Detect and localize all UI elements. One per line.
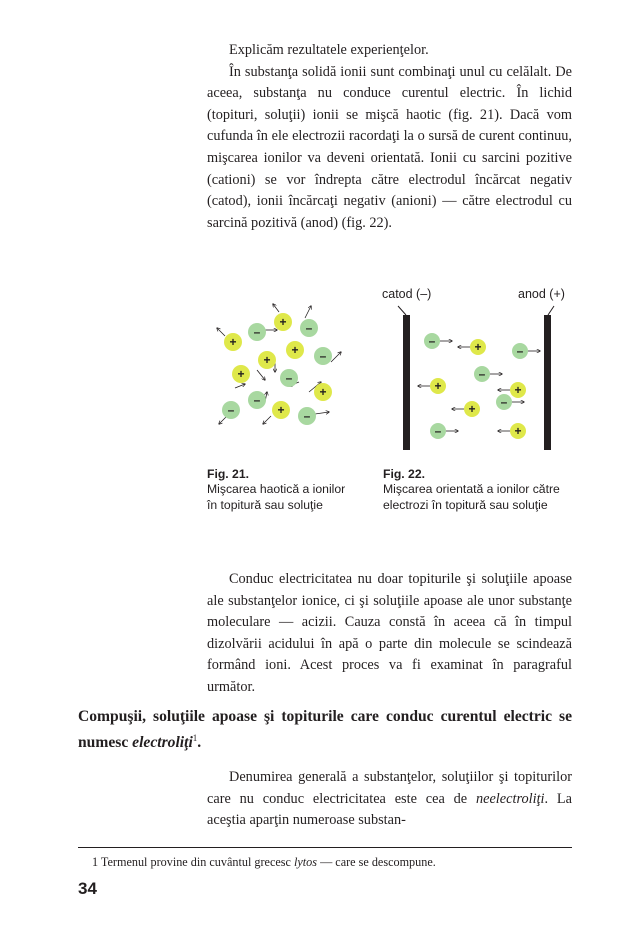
paragraph-3-rest: . La aceştia aparţin numeroase substan- bbox=[207, 790, 572, 829]
svg-text:+: + bbox=[263, 353, 271, 367]
anion-ion bbox=[248, 323, 266, 341]
svg-text:–: – bbox=[500, 395, 508, 409]
svg-text:–: – bbox=[227, 403, 235, 417]
anion-ion bbox=[222, 401, 240, 419]
fig22-caption-title: Fig. 22. bbox=[383, 467, 425, 481]
svg-text:–: – bbox=[285, 371, 293, 385]
anion-ion bbox=[430, 423, 446, 439]
svg-text:+: + bbox=[468, 402, 476, 416]
svg-text:–: – bbox=[428, 334, 436, 348]
fig21-caption-title: Fig. 21. bbox=[207, 467, 249, 481]
anion-ion bbox=[496, 394, 512, 410]
svg-text:+: + bbox=[319, 385, 327, 399]
definition bbox=[78, 706, 572, 753]
fig21-caption-text: Mişcarea haotică a ionilor în topitură sau soluţie bbox=[207, 482, 346, 512]
fig22-caption-text: Mişcarea orientată a ionilor către electrozi în topitură sau soluţie bbox=[383, 482, 560, 512]
fig22-diagram bbox=[370, 280, 580, 455]
svg-text:–: – bbox=[516, 344, 524, 358]
paragraph-3-lead: Denumirea generală a substanţelor, soluţiilor şi topiturilor care nu conduc electricitatea este cea de bbox=[207, 769, 572, 807]
svg-text:+: + bbox=[229, 335, 237, 349]
footnote-word: lytos bbox=[293, 855, 318, 869]
svg-text:+: + bbox=[514, 424, 522, 438]
paragraph-3 bbox=[207, 767, 572, 832]
svg-text:–: – bbox=[305, 321, 313, 335]
intro-paragraph-2: În substanţa solidă ionii sunt combinaţi unul cu celălalt. De aceea, substanţa nu conduce curentul electric. În lichid (topituri, soluţii) ionii se mişcă haotic (fig. 21). Dacă vom cufunda în ele electrozii racordaţi la o sursă de curent continuu, mişcarea ionilor va deveni orientată. Ionii cu sarcini pozitive (cationi) se vor îndrepta către electrodul încărcat negativ (catod), ionii încărcaţi negativ (anioni) — către electrodul cu sarcină pozitivă (anod) (fig. 22). bbox=[207, 63, 572, 231]
anion-ion bbox=[314, 347, 332, 365]
svg-text:+: + bbox=[434, 379, 442, 393]
svg-text:–: – bbox=[253, 325, 261, 339]
footnote-number: 1 bbox=[92, 855, 99, 869]
svg-text:+: + bbox=[277, 403, 285, 417]
svg-text:+: + bbox=[237, 367, 245, 381]
svg-text:–: – bbox=[478, 367, 486, 381]
cation-ion bbox=[232, 365, 250, 383]
svg-text:+: + bbox=[514, 383, 522, 397]
cation-ion bbox=[224, 333, 242, 351]
anion-ion bbox=[298, 407, 316, 425]
cation-ion bbox=[464, 401, 480, 417]
paragraph-2 bbox=[207, 569, 572, 699]
paragraph-2-text: Conduc electricitatea nu doar topiturile şi soluţiile apoase ale substanţelor ionice, ci şi soluţiile apoase ale unor substanţe moleculare — acizii. Cauza constă în aceea că în timpul dizolvării acidului în apă o parte din molecule se scindează formând ioni. Acest proces va fi examinat în paragraful următor. bbox=[207, 571, 572, 695]
anion-ion bbox=[512, 343, 528, 359]
footnote-ref: 1 bbox=[192, 732, 198, 743]
svg-text:–: – bbox=[434, 424, 442, 438]
fig21-diagram bbox=[205, 300, 355, 440]
cathode-label: catod (–) bbox=[382, 287, 432, 301]
footnote-text-1: Termenul provine din cuvântul grecesc bbox=[100, 855, 294, 869]
cation-ion bbox=[470, 339, 486, 355]
anion-ion bbox=[424, 333, 440, 349]
cation-ion bbox=[314, 383, 332, 401]
intro-paragraph-1: Explicăm rezultatele experienţelor. bbox=[229, 42, 429, 58]
svg-text:+: + bbox=[291, 343, 299, 357]
svg-text:+: + bbox=[474, 340, 482, 354]
cation-ion bbox=[258, 351, 276, 369]
cation-ion bbox=[274, 313, 292, 331]
cation-ion bbox=[430, 378, 446, 394]
definition-end: . bbox=[197, 733, 202, 751]
footnote-divider bbox=[78, 847, 572, 848]
svg-text:–: – bbox=[253, 393, 261, 407]
paragraph-3-text bbox=[207, 767, 572, 832]
paragraph-3-term: neelectroliţi bbox=[475, 790, 545, 807]
anion-ion bbox=[280, 369, 298, 387]
svg-text:–: – bbox=[319, 349, 327, 363]
svg-text:–: – bbox=[303, 409, 311, 423]
fig21-caption bbox=[207, 467, 357, 513]
cation-ion bbox=[510, 382, 526, 398]
svg-text:+: + bbox=[279, 315, 287, 329]
anion-ion bbox=[474, 366, 490, 382]
cathode-wire bbox=[398, 306, 406, 315]
anode-electrode bbox=[544, 315, 551, 450]
page-number: 34 bbox=[78, 879, 97, 898]
footnote bbox=[92, 855, 436, 870]
definition-text: Compuşii, soluţiile apoase şi topiturile care conduc curentul electric se numesc bbox=[78, 708, 572, 751]
footnote-text-2: — care se descompune. bbox=[317, 855, 436, 869]
anion-ion bbox=[300, 319, 318, 337]
fig22-caption bbox=[383, 467, 563, 513]
anode-wire bbox=[548, 306, 554, 315]
anode-label: anod (+) bbox=[518, 287, 565, 301]
cation-ion bbox=[272, 401, 290, 419]
cathode-electrode bbox=[403, 315, 410, 450]
definition-term: electroliţi bbox=[132, 733, 193, 751]
intro-text bbox=[207, 40, 572, 234]
cation-ion bbox=[286, 341, 304, 359]
anion-ion bbox=[248, 391, 266, 409]
cation-ion bbox=[510, 423, 526, 439]
